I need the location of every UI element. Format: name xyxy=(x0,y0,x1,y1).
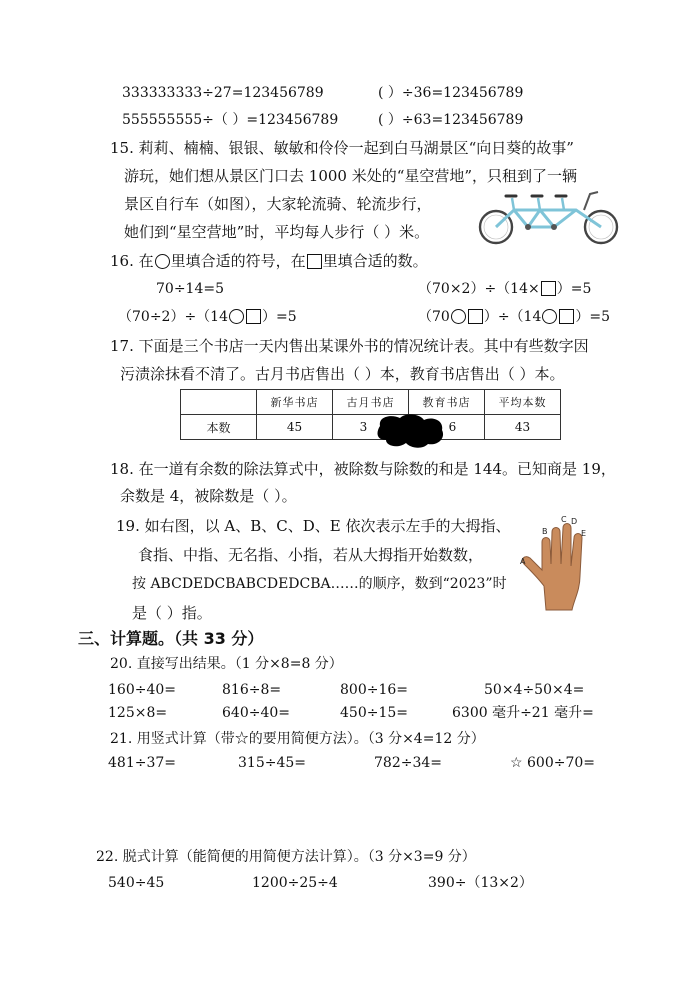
table-header-cell: 平均本数 xyxy=(485,390,561,415)
table-row xyxy=(181,415,561,440)
q16-eq4-b: ）÷（14 xyxy=(483,309,542,325)
q20-item: 816÷8= xyxy=(222,682,282,698)
table-header-row xyxy=(181,390,561,415)
q19-line3: 按 ABCDEDCBABCDEDCBA……的顺序，数到“2023”时 xyxy=(132,576,507,592)
q15-line4: 她们到“星空营地”时，平均每人步行（ ）米。 xyxy=(124,223,430,241)
q14-eq4: ( ）÷63=123456789 xyxy=(378,112,524,128)
q20-item: 6300 毫升÷21 毫升= xyxy=(452,705,594,721)
finger-label-c: C xyxy=(561,515,567,524)
q21-title: 21. 用竖式计算（带☆的要用简便方法）。（3 分×4=12 分） xyxy=(110,731,485,747)
q16-eq3-b: ）=5 xyxy=(262,309,297,325)
q20-item: 450÷15= xyxy=(340,705,408,721)
answer-circle[interactable] xyxy=(542,309,557,324)
q20-item: 640÷40= xyxy=(222,705,290,721)
q16-eq4-a: （70 xyxy=(418,309,450,325)
q15-line2: 游玩，她们想从景区门口去 1000 米处的“星空营地”，只租到了一辆 xyxy=(124,167,578,185)
q16-text-b: 里填合适的符号，在 xyxy=(170,252,306,270)
q15-line3: 景区自行车（如图），大家轮流骑、轮流步行， xyxy=(124,195,432,213)
q22-title: 22. 脱式计算（能简便的用简便方法计算）。（3 分×3=9 分） xyxy=(96,849,476,865)
q16-eq2-b: ）=5 xyxy=(556,281,592,297)
q17-line1: 17. 下面是三个书店一天内售出某课外书的情况统计表。其中有些数字因 xyxy=(110,337,589,355)
q18-line2: 余数是 4，被除数是（ ）。 xyxy=(120,487,297,505)
q22-item: 1200÷25÷4 xyxy=(252,875,338,891)
circle-symbol-icon xyxy=(155,254,170,269)
finger-label-d: D xyxy=(571,517,578,526)
table-cell-text: 3 xyxy=(359,420,368,434)
answer-circle[interactable] xyxy=(451,309,466,324)
square-box-icon xyxy=(307,254,322,269)
finger-label-e: E xyxy=(581,529,587,538)
q19-line2: 食指、中指、无名指、小指，若从大拇指开始数数， xyxy=(138,546,484,564)
table-header-cell: 新华书店 xyxy=(257,390,333,415)
ink-blot xyxy=(374,412,448,450)
table-header-cell xyxy=(181,390,257,415)
q16-text-a: 16. 在 xyxy=(110,252,154,270)
q19-line1: 19. 如右图，以 A、B、C、D、E 依次表示左手的大拇指、 xyxy=(116,517,511,535)
table-header-cell: 古月书店 xyxy=(333,390,409,415)
finger-label-b: B xyxy=(542,527,548,536)
answer-box[interactable] xyxy=(559,309,574,324)
q20-item: 800÷16= xyxy=(340,682,408,698)
q21-item: 481÷37= xyxy=(108,755,176,771)
q22-item: 540÷45 xyxy=(108,875,165,891)
q14-eq3: 555555555÷（ ）=123456789 xyxy=(122,112,339,128)
answer-box[interactable] xyxy=(468,309,483,324)
left-hand-image xyxy=(518,512,608,612)
q16-eq2-a: （70×2）÷（14× xyxy=(418,281,540,297)
q15-line1: 15. 莉莉、楠楠、银银、敏敏和伶伶一起到白马湖景区“向日葵的故事” xyxy=(110,139,574,157)
tandem-bicycle-image xyxy=(476,186,622,246)
table-header-cell: 教育书店 xyxy=(409,390,485,415)
q20-item: 50×4÷50×4= xyxy=(484,682,585,698)
q16-text-c: 里填合适的数。 xyxy=(322,252,428,270)
q18-line1: 18. 在一道有余数的除法算式中，被除数与除数的和是 144。已知商是 19， xyxy=(110,460,616,478)
q16-eq4 xyxy=(418,307,610,327)
answer-box[interactable] xyxy=(246,309,261,324)
q16-eq2 xyxy=(418,279,591,299)
q21-item: ☆ 600÷70= xyxy=(510,755,595,771)
table-cell: 45 xyxy=(257,415,333,440)
q17-line2: 污渍涂抹看不清了。古月书店售出（ ）本，教育书店售出（ ）本。 xyxy=(120,365,565,383)
answer-circle[interactable] xyxy=(229,309,244,324)
q20-item: 125×8= xyxy=(108,705,168,721)
answer-box[interactable] xyxy=(541,281,556,296)
q20-title: 20. 直接写出结果。（1 分×8=8 分） xyxy=(110,656,343,672)
q16-stem xyxy=(110,251,428,271)
q16-eq3-a: （70÷2）÷（14 xyxy=(118,309,228,325)
finger-label-a: A xyxy=(520,557,526,566)
table-cell: 43 xyxy=(485,415,561,440)
q16-eq3 xyxy=(118,307,297,327)
q14-eq2: ( ）÷36=123456789 xyxy=(378,85,524,101)
q19-line4: 是（ ）指。 xyxy=(132,604,212,622)
table-cell: 本数 xyxy=(181,415,257,440)
q16-eq4-c: ）=5 xyxy=(575,309,611,325)
q21-item: 782÷34= xyxy=(374,755,442,771)
bookstore-stats-table xyxy=(180,389,561,440)
q16-eq1: 70÷14=5 xyxy=(156,281,224,297)
q20-item: 160÷40= xyxy=(108,682,176,698)
section-title: 三、计算题。（共 33 分） xyxy=(78,629,264,648)
table-cell-text: 6 xyxy=(448,420,457,434)
q22-item: 390÷（13×2） xyxy=(428,875,533,891)
q21-item: 315÷45= xyxy=(238,755,306,771)
q14-eq1: 333333333÷27=123456789 xyxy=(122,85,324,101)
